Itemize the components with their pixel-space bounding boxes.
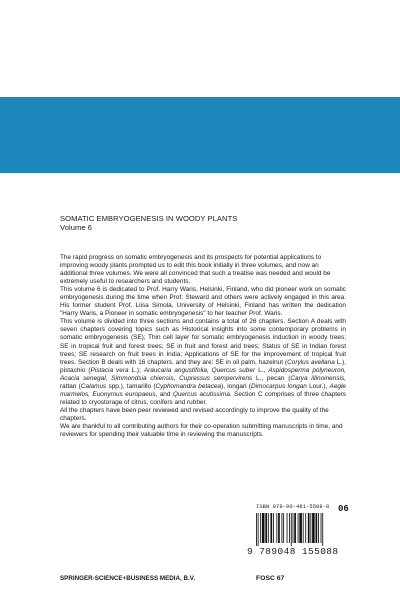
- paragraph-contents: [60, 318, 346, 407]
- species-name: Carya illinoinensis,: [290, 374, 347, 382]
- barcode-bars-icon: [256, 513, 336, 546]
- contents-text: rattan (: [60, 382, 81, 390]
- species-name: Araucaria angustifolia, Quercus suber: [143, 366, 256, 374]
- contents-text: This volume is divided into three sections and contains a total of 26 chapters. Section A deals with seven chapters covering topics such as Historical insights into some contemporary problems in somatic embryogenesis (SE); Thin cell layer for somatic embryogenesis induction in woody trees; SE in tropical fruit and forest trees; SE in fruit and forest arid trees; Status of SE in Indian forest trees; SE research on fruit trees in India; Applications of SE for the improvement of tropical fruit trees. Section B deals with 16 chapters, and they are: SE in oil palm, hazelnut (: [60, 318, 346, 366]
- contents-text: L., pecan (: [252, 374, 291, 382]
- contents-text: ), longan (: [221, 382, 251, 390]
- contents-text: spp.), tamarillo (: [106, 382, 156, 390]
- series-code: FOSC 67: [256, 575, 285, 582]
- species-name: Pistacia vera: [90, 366, 129, 374]
- cover-color-band: [0, 97, 400, 173]
- isbn-label: ISBN 978-90-481-5508-8: [256, 504, 330, 510]
- blurb-text: [60, 254, 346, 439]
- species-name: Aegle marmelos, Euonymus europaeus,: [60, 382, 347, 398]
- volume-label: Volume 6: [60, 223, 93, 233]
- contents-text: L.,: [255, 366, 269, 374]
- contents-text: Section C comprises of three chapters related to cryostorage of citrus, conifers and rubber.: [60, 390, 346, 406]
- barcode-addon: 06: [338, 504, 349, 514]
- title-block: [60, 214, 360, 233]
- contents-text: L.);: [128, 366, 144, 374]
- species-name: Quercus acutissima.: [172, 390, 232, 398]
- book-title: SOMATIC EMBRYOGENESIS IN WOODY PLANTS: [60, 214, 238, 223]
- isbn-barcode: [247, 504, 349, 562]
- barcode-digits: 9 789048 155088: [247, 546, 339, 557]
- species-name: Aspidosperma polyneuron, Acacia senegal, Simmondsia chiensis, Cupressus sempervirens: [60, 366, 346, 382]
- species-name: Calamus: [80, 382, 107, 390]
- contents-text: Lour.),: [306, 382, 330, 390]
- paragraph-thanks: We are thankful to all contributing authors for their co-operation submitting manuscripts in time, and reviewers for spending their valuable time in reviewing the manuscripts.: [60, 422, 343, 439]
- contents-text: L.), pistachio (: [60, 358, 346, 374]
- species-name: Corylus avellana: [287, 358, 335, 366]
- contents-text: and: [157, 390, 173, 398]
- publisher-name: SPRINGER-SCIENCE+BUSINESS MEDIA, B.V.: [60, 575, 196, 582]
- paragraph-dedication: This volume 6 is dedicated to Prof. Harry Waris, Helsinki, Finland, who did pioneer work on somatic embryogenesis during the time when Prof. Steward and others were actively engaged in this area. His former student Prof. Liisa Simola, University of Helsinki, Finland has written the dedication "Harry Waris, a Pioneer in somatic embryogenesis" to her teacher Prof. Waris.: [60, 286, 346, 318]
- species-name: Cyphomandra betacea: [155, 382, 222, 390]
- species-name: Dimocarpus longan: [250, 382, 307, 390]
- paragraph-intro: The rapid progress on somatic embryogenesis and its prospects for potential applications to improving woody plants prompted us to edit this book initially in three volumes, and now an additional three volumes. We were all convinced that such a treatise was needed and would be extremely useful to researchers and students.: [60, 254, 331, 286]
- paragraph-review: All the chapters have been peer reviewed and revised accordingly to improve the quality of the chapters.: [60, 406, 329, 422]
